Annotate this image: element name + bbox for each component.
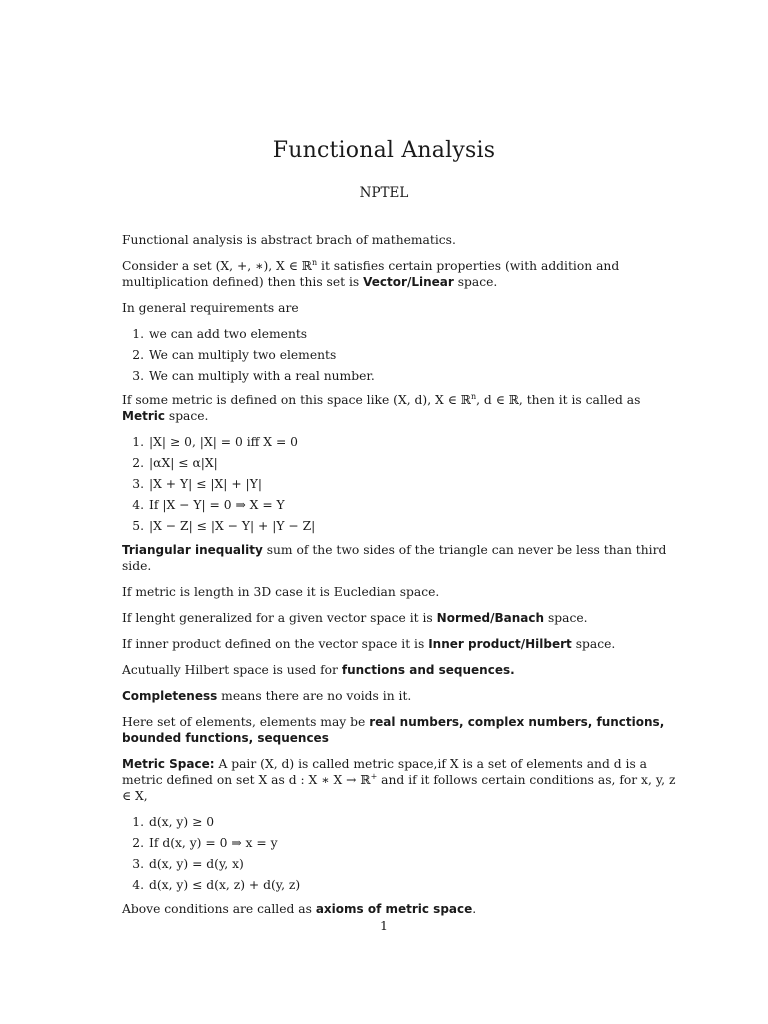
list-item: 1. d(x, y) ≥ 0 [132,815,215,829]
normed-paragraph: If lenght generalized for a given vector space it is Normed/Banach space. [122,611,588,625]
list-item: 3. d(x, y) = d(y, x) [132,857,244,871]
list-item: 1. we can add two elements [132,327,308,341]
inner-product-paragraph: If inner product defined on the vector space it is Inner product/Hilbert space. [122,637,616,651]
paper-author: NPTEL [359,185,409,201]
metric-axioms-list [122,814,682,893]
metric-properties-list [122,434,682,534]
list-item: 3. We can multiply with a real number. [132,369,375,383]
euclidean-paragraph: If metric is length in 3D case it is Eucledian space. [122,585,440,599]
list-item: 1. |X| ≥ 0, |X| = 0 iff X = 0 [132,435,298,449]
intro-paragraph: Functional analysis is abstract brach of mathematics. [122,233,456,247]
axioms-note-paragraph: Above conditions are called as axioms of metric space. [122,902,477,916]
elements-paragraph: Here set of elements, elements may be real numbers, complex numbers, functions, bounded functions, sequences [122,715,665,745]
page-number: 1 [380,918,388,933]
vector-space-paragraph: Consider a set (X, +, ∗), X ∈ ℝ$^n$ it satisfies certain properties (with addition and multiplication defined) then this set is Vector/Linear space. [122,257,620,289]
list-item: 2. |αX| ≤ α|X| [132,456,218,470]
list-item: 3. |X + Y| ≤ |X| + |Y| [132,477,262,491]
hilbert-use-paragraph: Acutually Hilbert space is used for functions and sequences. [122,663,515,677]
list-item: 2. If d(x, y) = 0 ⇒ x = y [132,836,278,850]
list-item: 4. If |X − Y| = 0 ⇒ X = Y [132,498,285,512]
requirements-intro: In general requirements are [122,301,299,315]
paper-title: Functional Analysis [272,138,496,163]
list-item: 2. We can multiply two elements [132,348,337,362]
metric-paragraph: If some metric is defined on this space like (X, d), X ∈ ℝ$^n$, d ∈ ℝ, then it is called as Metric space. [122,391,641,423]
triangular-inequality-paragraph: Triangular inequality sum of the two sides of the triangle can never be less than third side. [122,543,667,573]
completeness-paragraph: Completeness means there are no voids in it. [122,689,412,703]
list-item: 5. |X − Z| ≤ |X − Y| + |Y − Z| [132,519,316,533]
paper-body [122,232,682,927]
metric-space-paragraph: Metric Space: A pair (X, d) is called metric space,if X is a set of elements and d is a metric defined on set X as d : X ∗ X → ℝ+ and if it follows certain conditions as, for x, y, z ∈ X, [122,757,676,803]
list-item: 4. d(x, y) ≤ d(x, z) + d(y, z) [132,878,301,892]
requirements-list [122,326,682,384]
